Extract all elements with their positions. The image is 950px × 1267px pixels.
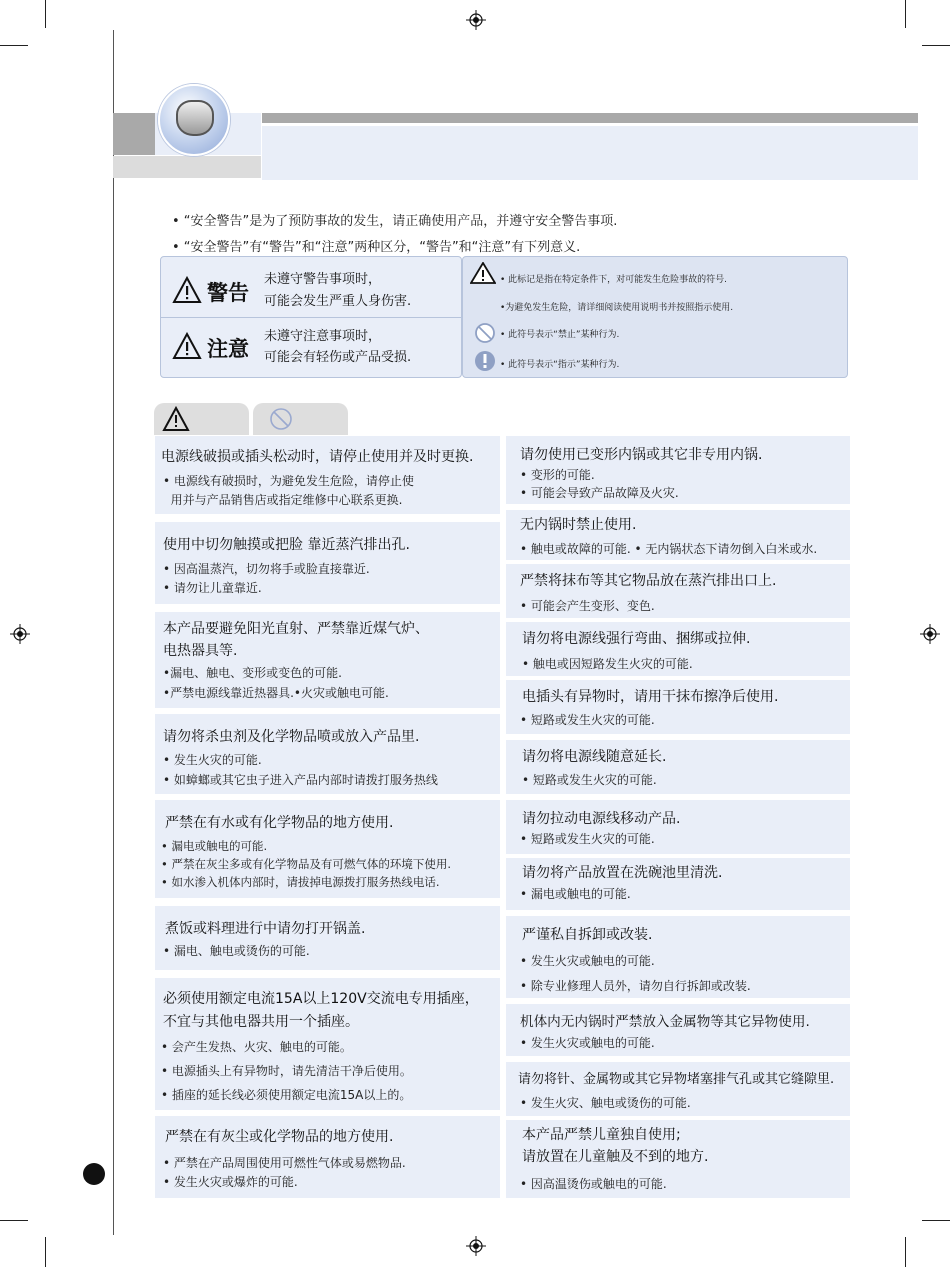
legend-note: •为避免发生危险，请详细阅读使用说明书并按照指示使用. [500,303,734,313]
warning-triangle-icon [162,406,190,432]
card-body: • 发生火灾或爆炸的可能. [163,1175,298,1189]
card-title: 请勿使用已变形内锅或其它非专用内锅. [520,447,763,463]
card-body: • 因高温蒸汽，切勿将手或脸直接靠近. [163,562,370,576]
prohibited-icon [474,322,496,344]
caution-label: 注意 [207,337,249,361]
card-title: 严禁将抹布等其它物品放在蒸汽排出口上. [520,573,777,589]
card-title: 不宜与其他电器共用一个插座。 [163,1014,359,1030]
card-body: • 电源线有破损时，为避免发生危险，请停止使 [163,474,414,488]
safety-card [155,1116,500,1198]
instruction-icon [474,350,496,372]
crop-mark [905,0,906,28]
safety-card [506,916,850,998]
crop-mark [922,1220,950,1221]
crop-mark [0,45,28,46]
card-body: • 短路或发生火灾的可能. [520,832,655,846]
card-title: 请勿将电源线强行弯曲、捆绑或拉伸. [522,631,751,647]
card-body: •漏电、触电、变形或变色的可能. [163,666,342,680]
card-body: • 变形的可能. [520,468,595,482]
card-body: • 发生火灾、触电或烫伤的可能. [520,1096,691,1110]
card-title: 无内锅时禁止使用. [520,517,637,533]
card-title: 严禁在有灰尘或化学物品的地方使用. [165,1129,394,1145]
rice-cooker-icon [176,100,214,136]
card-title: 电源线破损或插头松动时，请停止使用并及时更换. [161,449,474,465]
card-body: • 发生火灾的可能. [163,753,262,767]
crop-mark [0,1220,28,1221]
card-title: 使用中切勿触摸或把脸 靠近蒸汽排出孔. [163,537,410,553]
caution-desc: 可能会有轻伤或产品受损. [264,350,412,365]
card-body: • 请勿让儿童靠近. [163,581,262,595]
card-body: • 因高温烫伤或触电的可能. [520,1177,667,1191]
card-body: • 触电或故障的可能. • 无内锅状态下请勿倒入白米或水. [520,542,818,556]
card-title: 请勿将电源线随意延长. [522,749,667,765]
card-title: 机体内无内锅时严禁放入金属物等其它异物使用. [520,1014,810,1030]
card-body: • 触电或因短路发生火灾的可能. [522,657,693,671]
binding-line [113,30,114,1235]
card-title: 请勿将针、金属物或其它异物堵塞排气孔或其它缝隙里. [518,1072,835,1087]
header-band [113,113,155,155]
warning-triangle-icon [172,276,202,304]
safety-card [506,1062,850,1116]
intro-line: • “安全警告”是为了预防事故的发生，请正确使用产品，并遵守安全警告事项. [172,214,618,229]
safety-card [506,564,850,618]
card-body: • 电源插头上有异物时，请先清洁干净后使用。 [161,1064,412,1078]
safety-card [506,680,850,734]
card-body: • 漏电或触电的可能. [161,839,268,853]
registration-mark-icon [920,624,940,644]
safety-card [155,612,500,708]
legend-note: • 此符号表示“指示”某种行为. [500,360,620,370]
card-title: 电插头有异物时，请用干抹布擦净后使用. [522,689,779,705]
crop-mark [905,1237,906,1267]
safety-card [506,858,850,910]
crop-mark [45,1237,46,1267]
header-band [113,156,261,178]
card-body: • 可能会导致产品故障及火灾. [520,486,679,500]
legend-note: • 此符号表示“禁止”某种行为. [500,330,620,340]
divider [161,317,461,318]
card-title: 请勿将产品放置在洗碗池里清洗. [522,865,723,881]
card-title: 必须使用额定电流15A以上120V交流电专用插座， [163,991,479,1007]
safety-card [155,436,500,514]
card-title: 严禁在有水或有化学物品的地方使用. [165,815,394,831]
crop-mark [45,0,46,28]
card-title: 煮饭或料理进行中请勿打开锅盖. [165,921,366,937]
safety-card [506,800,850,854]
card-body: • 严禁在灰尘多或有化学物品及有可燃气体的环境下使用. [161,857,452,871]
safety-card [506,1004,850,1056]
card-title: 严谨私自拆卸或改装. [522,927,653,943]
card-body: • 漏电或触电的可能. [520,887,631,901]
card-title: 电热器具等. [163,643,238,659]
legend-note: • 此标记是指在特定条件下，对可能发生危险事故的符号. [500,275,728,285]
card-title: 本产品严禁儿童独自使用; [522,1127,681,1143]
safety-card [155,522,500,604]
card-body: • 严禁在产品周围使用可燃性气体或易燃物品. [163,1156,406,1170]
registration-mark-icon [466,1236,486,1256]
caution-desc: 未遵守注意事项时， [264,329,382,344]
card-title: 请勿将杀虫剂及化学物品喷或放入产品里. [163,729,420,745]
warning-desc: 可能会发生严重人身伤害. [264,294,412,309]
prohibited-icon [269,407,293,431]
safety-card [506,622,850,676]
safety-card [155,800,500,898]
safety-card [155,714,500,794]
safety-card [506,1120,850,1198]
tab-warning [154,403,249,435]
card-body: • 如水渗入机体内部时，请拔掉电源拨打服务热线电话. [161,875,440,889]
crop-mark [922,45,950,46]
header-band [262,113,918,123]
card-body: • 漏电、触电或烫伤的可能. [163,944,310,958]
safety-card [506,740,850,794]
card-title: 请勿拉动电源线移动产品. [522,811,681,827]
card-body: • 如蟑螂或其它虫子进入产品内部时请拨打服务热线 [163,773,438,787]
safety-card [155,978,500,1110]
warning-desc: 未遵守警告事项时， [264,272,382,287]
page-marker-dot [83,1163,105,1185]
safety-card [506,510,850,560]
card-body: 用并与产品销售店或指定维修中心联系更换. [163,493,403,507]
tab-prohibited [253,403,348,435]
card-body: •严禁电源线靠近热器具.•火灾或触电可能. [163,686,389,700]
card-title: 本产品要避免阳光直射、严禁靠近煤气炉、 [163,621,429,637]
card-title: 请放置在儿童触及不到的地方. [522,1149,709,1165]
card-body: • 插座的延长线必须使用额定电流15A以上的。 [161,1088,412,1102]
caution-triangle-icon [172,332,202,360]
registration-mark-icon [10,624,30,644]
card-body: • 可能会产生变形、变色. [520,599,655,613]
card-body: • 除专业修理人员外，请勿自行拆卸或改装. [520,979,751,993]
card-body: • 发生火灾或触电的可能. [520,954,655,968]
card-body: • 会产生发热、火灾、触电的可能。 [161,1040,352,1054]
safety-card [155,906,500,970]
warning-label: 警告 [207,281,249,305]
card-body: • 短路或发生火灾的可能. [520,713,655,727]
header-title-bar [262,126,918,180]
danger-symbol-icon [470,262,496,284]
intro-line: • “安全警告”有“警告”和“注意”两种区分，“警告”和“注意”有下列意义. [172,240,581,255]
registration-mark-icon [466,10,486,30]
card-body: • 发生火灾或触电的可能. [520,1036,655,1050]
safety-card [506,436,850,504]
card-body: • 短路或发生火灾的可能. [522,773,657,787]
